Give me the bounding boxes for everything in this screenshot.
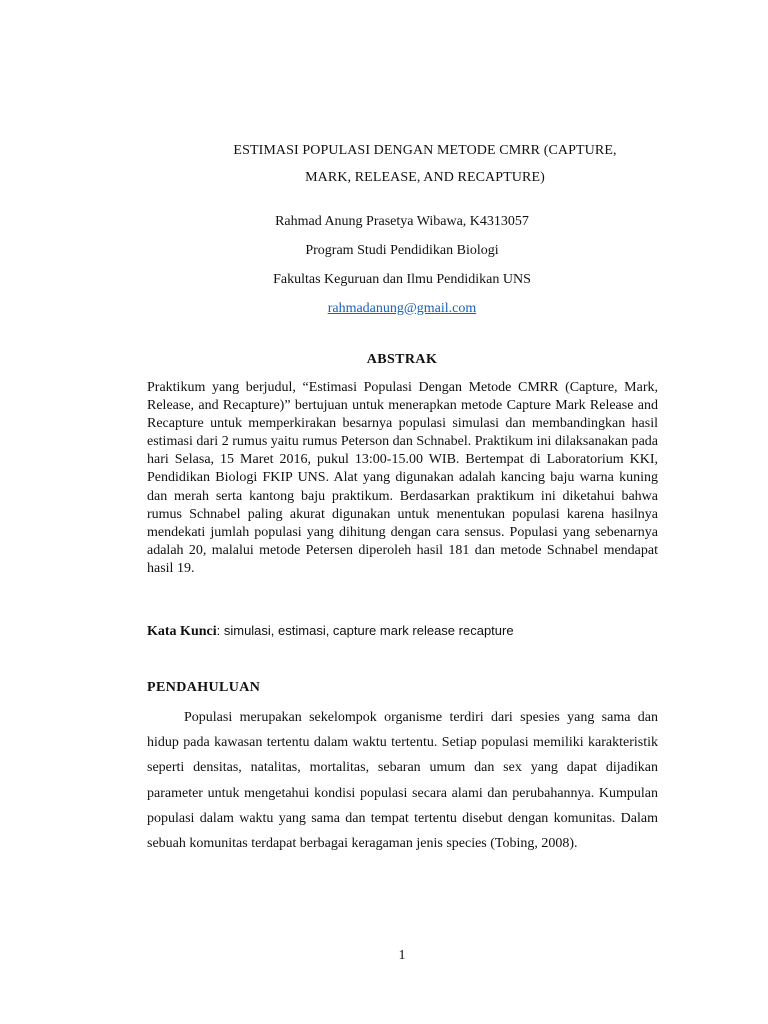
author-name: Rahmad Anung Prasetya Wibawa, K4313057 (275, 214, 529, 229)
introduction-heading: PENDAHULUAN (147, 680, 261, 695)
abstract-heading: ABSTRAK (366, 352, 438, 367)
title-line-1: ESTIMASI POPULASI DENGAN METODE CMRR (CAPTURE, (233, 143, 617, 158)
abstract-text: Praktikum yang berjudul, “Estimasi Populasi Dengan Metode CMRR (Capture, Mark, Release, and Recapture)” bertujuan untuk menerapkan metode Capture Mark Release and Recapture untuk memperkirakan besarnya populasi simulasi dan membandingkan hasil estimasi dari 2 rumus yaitu rumus Peterson dan Schnabel. Praktikum ini dilaksanakan pada hari Selasa, 15 Maret 2016, pukul 13:00-15.00 WIB. Bertempat di Laboratorium KKI, Pendidikan Biologi FKIP UNS. Alat yang digunakan adalah kancing baju warna kuning dan merah serta kantong baju praktikum. Berdasarkan praktikum ini diketahui bahwa rumus Schnabel paling akurat digunakan untuk menentukan populasi karena hasilnya mendekati jumlah populasi yang dihitung dengan cara sensus. Populasi yang sebenarnya adalah 20, malalui metode Petersen diperoleh hasil 181 dan metode Schnabel mendapat hasil 19. (147, 380, 658, 576)
keywords-line (147, 623, 667, 640)
page-number: 1 (398, 948, 406, 963)
paper-title (160, 137, 690, 191)
introduction-paragraph: Populasi merupakan sekelompok organisme terdiri dari spesies yang sama dan hidup pada kawasan tertentu dalam waktu tertentu. Setiap populasi memiliki karakteristik seperti densitas, natalitas, mortalitas, sebaran umum dan sex yang dapat dijadikan parameter untuk mengetahui kondisi populasi secara alami dan perubahannya. Kumpulan populasi dalam waktu yang sama dan tempat tertentu disebut dengan komunitas. Dalam sebuah komunitas terdapat berbagai keragaman jenis species (Tobing, 2008). (147, 710, 658, 852)
keywords-label: Kata Kunci (147, 624, 217, 639)
author-email-link[interactable]: rahmadanung@gmail.com (327, 301, 477, 316)
keywords-value: : simulasi, estimasi, capture mark release recapture (216, 623, 514, 638)
author-block (150, 213, 654, 329)
title-line-2: MARK, RELEASE, AND RECAPTURE) (305, 170, 545, 185)
author-program: Program Studi Pendidikan Biologi (305, 243, 499, 258)
author-faculty: Fakultas Keguruan dan Ilmu Pendidikan UNS (273, 272, 531, 287)
